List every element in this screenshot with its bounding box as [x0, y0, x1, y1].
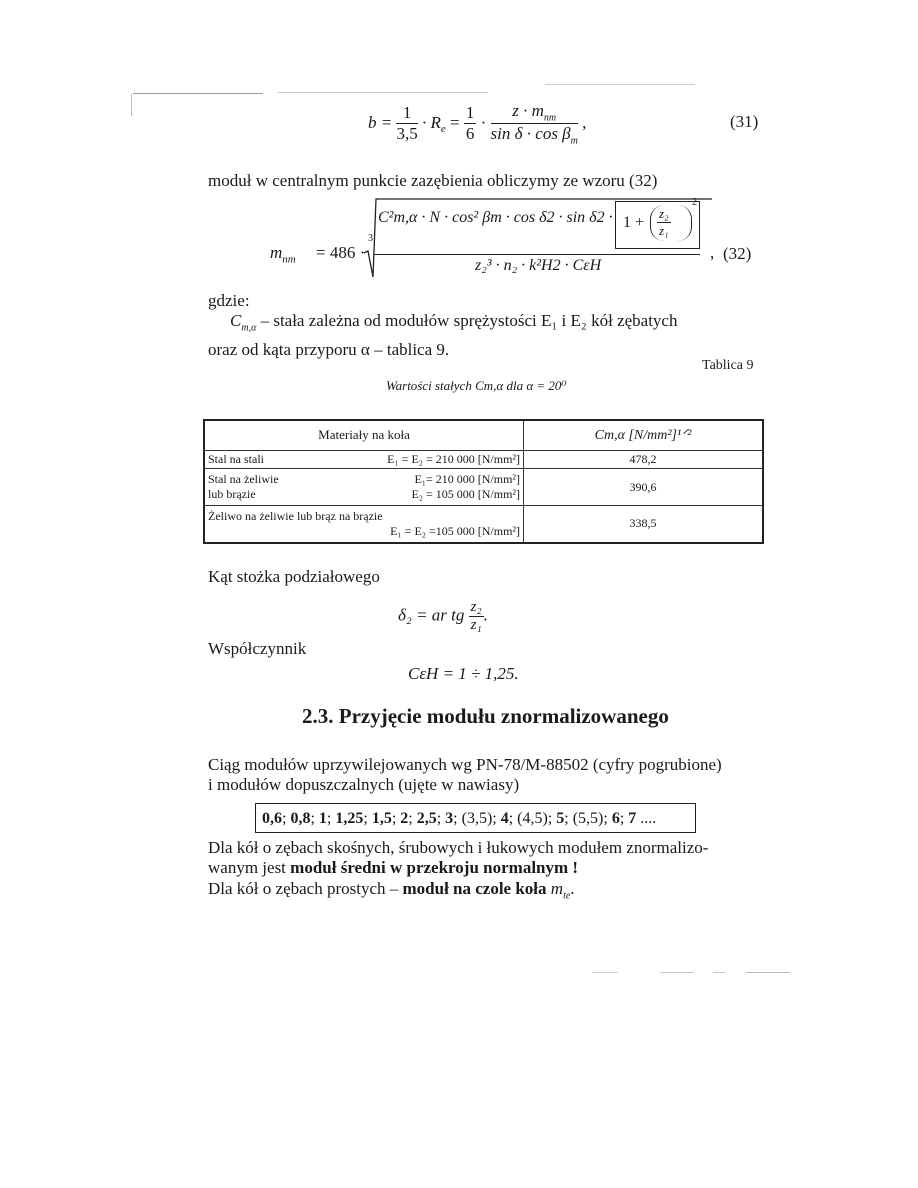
sequence-separator: ; [408, 810, 417, 827]
formula-delta: δ₂ = ar tg $\frac{\text{z₂}}{\text{z₁}}$ . [398, 599, 488, 633]
sequence-module-preferred: 5 [556, 810, 565, 827]
sequence-module-preferred: 4 [500, 810, 509, 827]
sequence-module-preferred: 1,5 [371, 810, 392, 827]
section-title: 2.3. Przyjęcie modułu znormalizowanego [302, 704, 669, 728]
table-9: Materiały na koła Cm,α [N/mm²]¹ᐟ² Stal na stali E₁ = E₂ = 210 000 [N/mm²] 478,2 Stal na żeliwie E₁= 210 000 [N/mm²] lub brązie E₂ = 105 000 [N/mm²] 390,6 Żeliwo na żeliwie lub brąz na brązie E₁ = E₂ =105 000 [N/mm²] 338,5 [203, 419, 764, 544]
paragraph-1-line-2: i modułów dopuszczalnych (ujęte w nawiasy) [208, 775, 520, 794]
sequence-separator: ; (3,5); [453, 810, 501, 827]
formula-31: b = $\frac{1}{3,5}$ · $R_e$ = $\frac{1}{6}$ · $\frac{z \cdot m_{nm}}{\sin \delta \cdot \cos \beta_m}$ , [368, 101, 587, 147]
table-caption: Wartości stałych Cm,α dla α = 20⁰ [386, 378, 567, 393]
sequence-module-preferred: 2 [400, 810, 409, 827]
sequence-separator: ; [436, 810, 446, 827]
sequence-separator: .... [636, 810, 657, 827]
formula-32-number: (32) [723, 244, 752, 263]
scan-tick [131, 94, 132, 116]
description-line-1: $C_{m,\alpha}$ – stała zależna od modułów sprężystości E₁ i E₂ kół zębatych [230, 311, 678, 334]
sequence-module-preferred: 3 [445, 810, 454, 827]
sequence-separator: ; [326, 810, 336, 827]
scan-line [660, 972, 694, 973]
scan-line [746, 972, 790, 973]
paragraph-2-line-1: Dla kół o zębach skośnych, śrubowych i łukowych modułem znormalizo- [208, 838, 709, 857]
formula-ceh: CεH = 1 ÷ 1,25. [408, 664, 519, 683]
scan-line [133, 93, 263, 94]
sequence-module-preferred: 7 [628, 810, 637, 827]
scan-line [713, 972, 725, 973]
formula-31-number: (31) [730, 112, 759, 131]
sequence-module-preferred: 0,6 [262, 810, 282, 827]
paragraph-1-line-1: Ciąg modułów uprzywilejowanych wg PN-78/M-88502 (cyfry pogrubione) [208, 755, 722, 774]
sequence-module-preferred: 6 [611, 810, 620, 827]
gdzie-label: gdzie: [208, 291, 250, 310]
sequence-separator: ; [619, 810, 629, 827]
paragraph-2-line-2: wanym jest moduł średni w przekroju normalnym ! [208, 858, 579, 877]
sequence-separator: ; [282, 810, 291, 827]
sequence-separator: ; [363, 810, 372, 827]
table-row: Stal na żeliwie E₁= 210 000 [N/mm²] lub brązie E₂ = 105 000 [N/mm²] [204, 469, 524, 506]
description-line-2: oraz od kąta przyporu α – tablica 9. [208, 340, 450, 359]
paragraph-3: Dla kół o zębach prostych – moduł na czole koła $m_{te}$. [208, 879, 575, 902]
scan-line [278, 92, 488, 93]
sequence-separator: ; [391, 810, 401, 827]
table-row: Stal na stali E₁ = E₂ = 210 000 [N/mm²] [204, 450, 524, 468]
module-sequence-box [255, 803, 696, 833]
sequence-module-preferred: 1 [318, 810, 327, 827]
formula-32: $m_{nm}$ = 486 · 3 C²m,α · N · cos² βm · cos δ2 · sin δ2 · 1 + $\frac{\text{z₂}}{\text{z₁}}$ 2 z₂³ · n₂ · k²H2 · CεH , [270, 193, 710, 279]
header-value: Cm,α [N/mm²]¹ᐟ² [524, 420, 764, 450]
table-label: Tablica 9 [702, 358, 754, 373]
scan-line [545, 84, 695, 85]
paragraph-modul: moduł w centralnym punkcie zazębienia obliczymy ze wzoru (32) [208, 171, 658, 190]
sequence-separator: ; (4,5); [508, 810, 557, 827]
sequence-module-preferred: 0,8 [290, 810, 311, 827]
header-materials: Materiały na koła [204, 420, 524, 450]
sequence-module-preferred: 1,25 [335, 810, 364, 827]
sequence-separator: ; (5,5); [564, 810, 612, 827]
kat-label: Kąt stożka podziałowego [208, 567, 380, 586]
sequence-separator: ; [310, 810, 319, 827]
wsp-label: Współczynnik [208, 639, 307, 658]
scan-line [592, 972, 618, 973]
sequence-module-preferred: 2,5 [416, 810, 437, 827]
table-row: Żeliwo na żeliwie lub brąz na brązie E₁ = E₂ =105 000 [N/mm²] [204, 505, 524, 543]
